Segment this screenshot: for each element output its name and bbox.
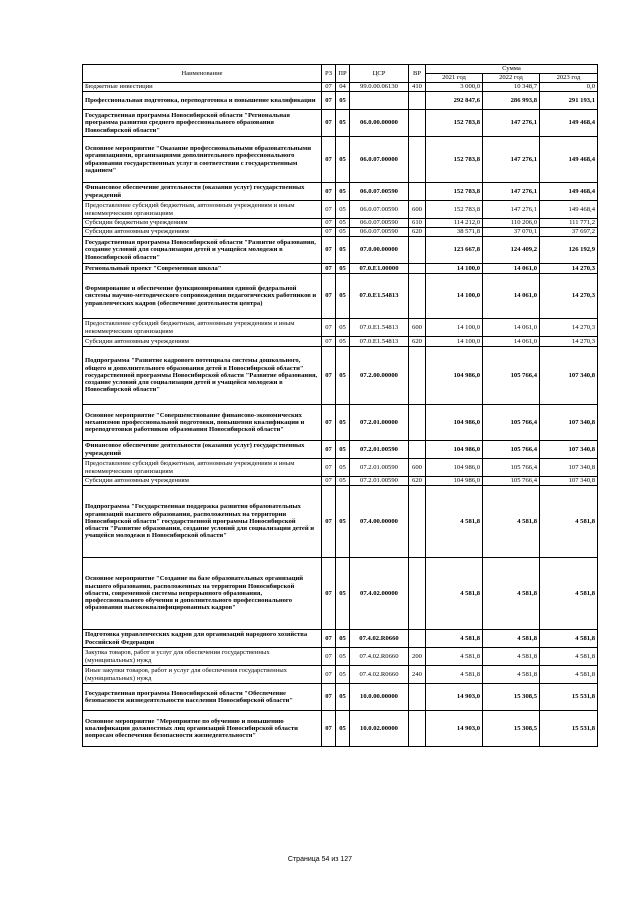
row-rz: 07 [322,666,336,684]
row-sum-2021: 3 000,0 [426,83,483,92]
row-rz: 07 [322,137,336,183]
row-pr: 05 [336,459,350,477]
row-sum-2023: 111 771,2 [540,219,598,228]
row-sum-2023: 126 192,9 [540,237,598,264]
row-pr: 05 [336,183,350,201]
row-rz: 07 [322,319,336,337]
row-vr [409,274,426,319]
table-row [83,405,598,441]
row-rz: 07 [322,201,336,219]
row-name: Субсидии бюджетным учреждениям [83,219,322,228]
row-sum-2021: 14 100,0 [426,319,483,337]
row-sum-2023: 14 270,3 [540,274,598,319]
row-sum-2023: 107 340,8 [540,347,598,405]
budget-table [82,64,598,747]
header-year-2023: 2023 год [540,74,598,83]
row-sum-2022: 147 276,1 [483,137,540,183]
row-csr: 06.0.00.00000 [350,110,409,137]
row-csr: 06.0.07.00000 [350,137,409,183]
row-sum-2022: 4 581,8 [483,648,540,666]
row-vr [409,110,426,137]
row-pr: 05 [336,441,350,459]
row-sum-2023: 4 581,8 [540,486,598,558]
row-vr: 200 [409,648,426,666]
row-sum-2022: 4 581,8 [483,486,540,558]
row-sum-2021: 152 783,8 [426,137,483,183]
row-pr: 05 [336,319,350,337]
row-rz: 07 [322,237,336,264]
row-sum-2022: 14 061,0 [483,319,540,337]
row-pr: 05 [336,201,350,219]
row-sum-2023: 14 270,3 [540,264,598,274]
row-sum-2022: 4 581,8 [483,630,540,648]
row-name: Иные закупки товаров, работ и услуг для обеспечения государственных (муниципальных) нужд [83,666,322,684]
row-csr: 07.2.01.00590 [350,477,409,486]
table-row [83,558,598,630]
table-row [83,477,598,486]
row-sum-2021: 14 100,0 [426,264,483,274]
row-sum-2022: 15 308,5 [483,711,540,747]
row-sum-2021: 14 903,0 [426,684,483,711]
row-pr: 05 [336,92,350,110]
row-csr: 06.0.07.00590 [350,201,409,219]
row-sum-2022: 10 348,7 [483,83,540,92]
row-pr: 05 [336,337,350,347]
row-sum-2022: 110 206,0 [483,219,540,228]
row-vr [409,486,426,558]
row-csr: 06.0.07.00590 [350,228,409,237]
row-pr: 05 [336,558,350,630]
row-csr: 07.4.00.00000 [350,486,409,558]
row-sum-2022: 4 581,8 [483,666,540,684]
row-pr: 05 [336,486,350,558]
row-csr: 07.2.01.00590 [350,441,409,459]
row-sum-2021: 104 986,0 [426,477,483,486]
row-sum-2021: 104 986,0 [426,459,483,477]
row-pr: 05 [336,110,350,137]
row-rz: 07 [322,558,336,630]
row-pr: 05 [336,684,350,711]
row-csr: 07.0.E1.54813 [350,337,409,347]
row-sum-2022: 147 276,1 [483,183,540,201]
row-sum-2021: 104 986,0 [426,347,483,405]
row-sum-2021: 14 903,0 [426,711,483,747]
row-vr [409,264,426,274]
row-sum-2023: 149 468,4 [540,201,598,219]
table-row [83,459,598,477]
table-row [83,666,598,684]
row-sum-2023: 15 531,8 [540,711,598,747]
row-pr: 05 [336,219,350,228]
row-csr [350,92,409,110]
row-sum-2021: 4 581,8 [426,648,483,666]
row-csr: 07.0.00.00000 [350,237,409,264]
row-pr: 05 [336,228,350,237]
table-row [83,92,598,110]
row-name: Субсидии автономным учреждениям [83,477,322,486]
row-sum-2021: 4 581,8 [426,630,483,648]
row-vr [409,630,426,648]
row-sum-2023: 0,0 [540,83,598,92]
row-vr: 620 [409,477,426,486]
row-sum-2021: 14 100,0 [426,337,483,347]
row-vr [409,684,426,711]
row-sum-2023: 14 270,3 [540,319,598,337]
row-csr: 07.2.01.00000 [350,405,409,441]
row-vr [409,237,426,264]
row-sum-2023: 107 340,8 [540,441,598,459]
row-pr: 04 [336,83,350,92]
row-name: Формирование и обеспечение функционирования единой федеральной системы научно-методического сопровождения педагогических работников и управленческих кадров (обеспечение деятельности центра) [83,274,322,319]
header-pr: ПР [336,65,350,83]
row-name: Подпрограмма "Государственная поддержка развития образовательных организаций высшего образования, расположенных на территории Новосибирской области" государственной программы Новосибирской области "Развитие образования, создание условий для социализации детей и учащейся молодежи в Новосибирской области" [83,486,322,558]
row-name: Субсидии автономным учреждениям [83,228,322,237]
row-name: Государственная программа Новосибирской области "Развитие образования, создание условий для социализации детей и учащейся молодежи в Новосибирской области" [83,237,322,264]
row-vr [409,711,426,747]
row-sum-2021: 104 986,0 [426,405,483,441]
row-csr: 07.0.E1.54813 [350,319,409,337]
row-name: Бюджетные инвестиции [83,83,322,92]
row-pr: 05 [336,274,350,319]
table-row [83,319,598,337]
row-name: Региональный проект "Современная школа" [83,264,322,274]
row-sum-2023: 149 468,4 [540,110,598,137]
row-vr [409,183,426,201]
row-rz: 07 [322,441,336,459]
row-vr: 410 [409,83,426,92]
row-csr: 06.0.07.00590 [350,219,409,228]
row-sum-2021: 114 212,0 [426,219,483,228]
table-body [83,83,598,747]
row-sum-2021: 14 100,0 [426,274,483,319]
row-rz: 07 [322,477,336,486]
row-name: Государственная программа Новосибирской области "Региональная программа развития среднего профессионального образования Новосибирской области" [83,110,322,137]
page-footer: Страница 54 из 127 [287,856,353,863]
row-sum-2022: 105 766,4 [483,405,540,441]
row-sum-2022: 4 581,8 [483,558,540,630]
table-row [83,684,598,711]
row-sum-2022: 286 993,8 [483,92,540,110]
row-rz: 07 [322,83,336,92]
row-rz: 07 [322,228,336,237]
row-csr: 10.0.00.00000 [350,684,409,711]
row-vr: 600 [409,459,426,477]
row-sum-2023: 4 581,8 [540,558,598,630]
row-sum-2022: 15 308,5 [483,684,540,711]
row-sum-2023: 15 531,8 [540,684,598,711]
row-vr: 600 [409,201,426,219]
row-sum-2023: 14 270,3 [540,337,598,347]
row-csr: 07.4.02.R0660 [350,666,409,684]
row-sum-2022: 147 276,1 [483,201,540,219]
row-sum-2021: 292 847,6 [426,92,483,110]
row-sum-2022: 147 276,1 [483,110,540,137]
row-vr [409,441,426,459]
row-sum-2022: 105 766,4 [483,441,540,459]
table-row [83,711,598,747]
row-name: Основное мероприятие "Создание на базе образовательных организаций высшего образования, расположенных на территории Новосибирской области, современной системы непрерывного образования, профессионального обучения и дополнительного профессионального образования высококвалифицированных кадров" [83,558,322,630]
header-sum: Сумма [426,65,598,74]
row-name: Основное мероприятие "Оказание профессиональными образовательными организациями, организациями дополнительного профессионального образования государственных услуг в соответствии с государственным заданием" [83,137,322,183]
table-row [83,441,598,459]
row-sum-2021: 152 783,8 [426,201,483,219]
row-pr: 05 [336,648,350,666]
row-vr: 610 [409,219,426,228]
row-rz: 07 [322,630,336,648]
row-sum-2023: 291 193,1 [540,92,598,110]
row-pr: 05 [336,137,350,183]
row-sum-2023: 37 697,2 [540,228,598,237]
row-sum-2021: 152 783,8 [426,110,483,137]
row-name: Закупка товаров, работ и услуг для обеспечения государственных (муниципальных) нужд [83,648,322,666]
row-name: Субсидии автономным учреждениям [83,337,322,347]
row-csr: 99.0.00.06130 [350,83,409,92]
row-name: Подпрограмма "Развитие кадрового потенциала системы дошкольного, общего и дополнительного образования детей в Новосибирской области" государственной программы Новосибирской области "Развитие образования, создание условий для социализации детей и учащейся молодежи в Новосибирской области" [83,347,322,405]
row-csr: 07.4.02.R0660 [350,648,409,666]
table-row [83,337,598,347]
row-csr: 07.2.01.00590 [350,459,409,477]
row-sum-2023: 107 340,8 [540,459,598,477]
row-sum-2021: 4 581,8 [426,558,483,630]
row-sum-2021: 38 571,8 [426,228,483,237]
table-row [83,630,598,648]
table-row [83,274,598,319]
row-sum-2021: 4 581,8 [426,666,483,684]
row-csr: 07.2.00.00000 [350,347,409,405]
table-row [83,83,598,92]
row-sum-2021: 152 783,8 [426,183,483,201]
row-csr: 07.0.E1.00000 [350,264,409,274]
table-row [83,648,598,666]
row-pr: 05 [336,237,350,264]
row-name: Подготовка управленческих кадров для организаций народного хозяйства Российской Федерации [83,630,322,648]
row-name: Предоставление субсидий бюджетным, автономным учреждениям и иным некоммерческим организациям [83,459,322,477]
row-name: Профессиональная подготовка, переподготовка и повышение квалификации [83,92,322,110]
row-rz: 07 [322,274,336,319]
row-sum-2023: 4 581,8 [540,648,598,666]
row-csr: 07.4.02.00000 [350,558,409,630]
table-row [83,201,598,219]
header-year-2021: 2021 год [426,74,483,83]
row-sum-2022: 14 061,0 [483,264,540,274]
row-rz: 07 [322,405,336,441]
row-pr: 05 [336,264,350,274]
row-rz: 07 [322,459,336,477]
row-pr: 05 [336,711,350,747]
table-row [83,219,598,228]
row-rz: 07 [322,711,336,747]
row-rz: 07 [322,648,336,666]
row-rz: 07 [322,684,336,711]
header-vr: ВР [409,65,426,83]
table-row [83,228,598,237]
row-vr [409,92,426,110]
row-sum-2023: 107 340,8 [540,477,598,486]
row-csr: 10.0.02.00000 [350,711,409,747]
row-name: Финансовое обеспечение деятельности (оказания услуг) государственных учреждений [83,441,322,459]
row-rz: 07 [322,264,336,274]
row-csr: 07.0.E1.54813 [350,274,409,319]
row-sum-2022: 105 766,4 [483,477,540,486]
row-sum-2023: 107 340,8 [540,405,598,441]
row-pr: 05 [336,405,350,441]
header-name: Наименование [83,65,322,83]
row-vr [409,405,426,441]
row-rz: 07 [322,183,336,201]
row-pr: 05 [336,630,350,648]
row-sum-2023: 4 581,8 [540,666,598,684]
row-name: Финансовое обеспечение деятельности (оказания услуг) государственных учреждений [83,183,322,201]
row-name: Государственная программа Новосибирской области "Обеспечение безопасности жизнедеятельности населения Новосибирской области" [83,684,322,711]
header-csr: ЦСР [350,65,409,83]
row-rz: 07 [322,337,336,347]
row-sum-2021: 104 986,0 [426,441,483,459]
row-sum-2021: 4 581,8 [426,486,483,558]
header-year-2022: 2022 год [483,74,540,83]
table-row [83,110,598,137]
row-vr [409,347,426,405]
row-vr: 240 [409,666,426,684]
row-vr: 600 [409,319,426,337]
row-vr: 620 [409,337,426,347]
header-rz: РЗ [322,65,336,83]
table-row [83,137,598,183]
row-sum-2022: 105 766,4 [483,347,540,405]
row-sum-2022: 14 061,0 [483,337,540,347]
row-sum-2023: 4 581,8 [540,630,598,648]
row-vr: 620 [409,228,426,237]
row-sum-2022: 124 409,2 [483,237,540,264]
row-csr: 07.4.02.R0660 [350,630,409,648]
row-rz: 07 [322,219,336,228]
table-row [83,264,598,274]
row-vr [409,558,426,630]
table-row [83,347,598,405]
row-pr: 05 [336,666,350,684]
row-vr [409,137,426,183]
table-row [83,237,598,264]
row-pr: 05 [336,347,350,405]
row-pr: 05 [336,477,350,486]
table-row [83,183,598,201]
row-rz: 07 [322,110,336,137]
table-row [83,486,598,558]
row-rz: 07 [322,92,336,110]
row-name: Предоставление субсидий бюджетным, автономным учреждениям и иным некоммерческим организациям [83,319,322,337]
row-sum-2023: 149 468,4 [540,137,598,183]
row-sum-2022: 105 766,4 [483,459,540,477]
row-name: Основное мероприятие "Мероприятие по обучению и повышению квалификации должностных лиц организаций Новосибирской области вопросам обеспечения безопасности жизнедеятельности" [83,711,322,747]
row-rz: 07 [322,347,336,405]
row-rz: 07 [322,486,336,558]
row-sum-2022: 37 070,1 [483,228,540,237]
row-name: Основное мероприятие "Совершенствование финансово-экономических механизмов профессиональной подготовки, повышения квалификации и переподготовки работников образования Новосибирской области" [83,405,322,441]
row-sum-2023: 149 468,4 [540,183,598,201]
row-csr: 06.0.07.00590 [350,183,409,201]
row-name: Предоставление субсидий бюджетным, автономным учреждениям и иным некоммерческим организациям [83,201,322,219]
row-sum-2021: 123 667,8 [426,237,483,264]
row-sum-2022: 14 061,0 [483,274,540,319]
